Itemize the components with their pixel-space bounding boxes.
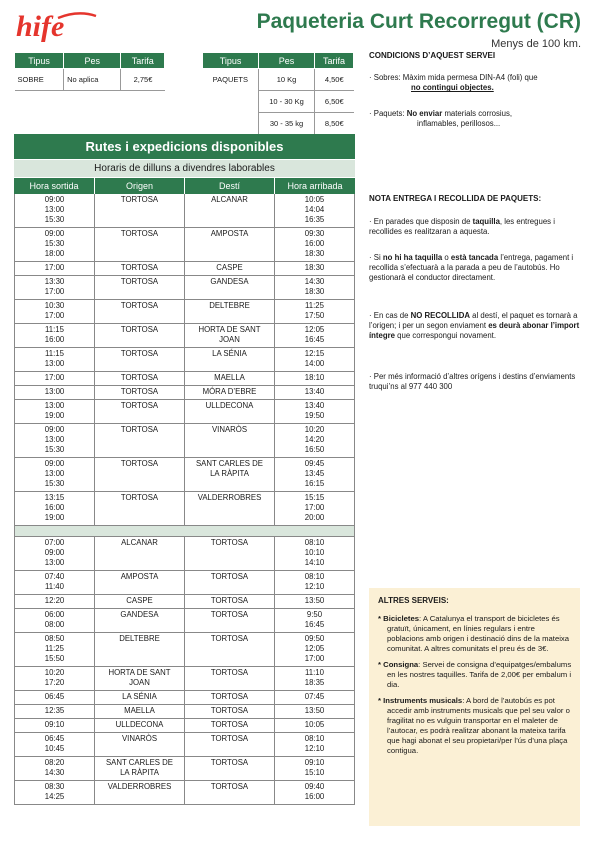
arrival-time: 12:15 14:00 [275,348,355,371]
origin: GANDESA [95,609,185,632]
departure-time: 09:10 [14,719,95,732]
col-header: Origen [95,178,185,195]
departure-time: 07:00 09:00 13:00 [14,537,95,570]
service-text: : A bord de l’autobús es pot accedir amb instruments musicals que pel seu valor o fragilitat no es vulguin transportar en el maleter de l’autocar, es podrà realitzar abonant la mateixa tarifa que hagi abonat el seu propietari/per l’ús d’una plaça contigua. [387,696,570,755]
destination: MAELLA [185,372,275,385]
departure-time: 09:00 13:00 15:30 [14,194,95,227]
page-title: Paqueteria Curt Recorregut (CR) [256,10,581,33]
section-separator [14,526,355,537]
arrival-time: 09:50 12:05 17:00 [275,633,355,666]
origin: TORTOSA [95,324,185,347]
arrival-time: 13:50 [275,705,355,718]
table-row [15,69,165,91]
origin: LA SÉNIA [95,691,185,704]
origin: TORTOSA [95,262,185,275]
condition-text: Sobres: Màxim mida permesa DIN-A4 (foli) que [373,73,538,82]
note-text: al destí, el paquet es tornarà a l’origen; i per un segon enviament [369,311,578,331]
origin: ALCANAR [95,537,185,570]
table-row [14,324,355,348]
col-header: Hora sortida [14,178,95,195]
note-text: Si [373,253,381,262]
table-row [203,69,354,91]
arrival-time: 10:05 14:04 16:35 [275,194,355,227]
table-row [14,609,355,633]
destination: AMPOSTA [185,228,275,261]
departure-time: 11:15 13:00 [14,348,95,371]
destination: HORTA DE SANT JOAN [185,324,275,347]
destination: ULLDECONA [185,400,275,423]
departure-time: 12:20 [14,595,95,608]
table-row [14,276,355,300]
destination: CASPE [185,262,275,275]
table-row [14,492,355,526]
service-label: Bicicletes [383,614,420,623]
arrival-time: 13:50 [275,595,355,608]
origin: TORTOSA [95,194,185,227]
table-row [14,757,355,781]
arrival-time: 12:05 16:45 [275,324,355,347]
destination: TORTOSA [185,537,275,570]
destination: TORTOSA [185,691,275,704]
origin: TORTOSA [95,492,185,525]
delivery-note-3: · En cas de NO RECOLLIDA al destí, el paquet es tornarà a l’origen; i per un segon enviament es deurà abonar l’import íntegre que correspongui novament. [369,311,580,341]
arrival-time: 09:45 13:45 16:15 [275,458,355,491]
origin: TORTOSA [95,386,185,399]
table-row [14,424,355,458]
arrival-time: 15:15 17:00 20:00 [275,492,355,525]
destination: VINARÒS [185,424,275,457]
origin: VINARÒS [95,733,185,756]
note-text: , les entregues i recollides es realitzaran a aquesta. [369,217,555,237]
origin: HORTA DE SANT JOAN [95,667,185,690]
note-emphasis: taquilla [472,217,500,226]
table-row [14,537,355,571]
table-row [14,300,355,324]
departure-time: 10:20 17:20 [14,667,95,690]
departure-time: 17:00 [14,372,95,385]
note-emphasis: es deurà abonar l’import íntegre [369,321,580,341]
arrival-time: 07:45 [275,691,355,704]
destination: TORTOSA [185,571,275,594]
departure-time: 06:45 [14,691,95,704]
arrival-time: 11:10 18:35 [275,667,355,690]
table-row [14,705,355,719]
arrival-time: 10:05 [275,719,355,732]
col-header: Tipus [15,53,64,69]
condition-emphasis: No enviar [406,109,443,118]
departure-time: 13:30 17:00 [14,276,95,299]
note-text: l’entrega, pagament i recollida s’efectuarà a la parada a peu de l’autobús. Ho gestionarà el conductor directament. [369,253,574,283]
destination: GANDESA [185,276,275,299]
arrival-time: 10:20 14:20 16:50 [275,424,355,457]
destination: TORTOSA [185,667,275,690]
service-label: Instruments musicals [383,696,463,705]
col-header: Tarifa [121,53,165,69]
routes-subtitle: Horaris de dilluns a divendres laborables [14,159,355,177]
destination: LA SÉNIA [185,348,275,371]
table-row [14,691,355,705]
table-row [14,633,355,667]
departure-time: 13:00 19:00 [14,400,95,423]
origin: TORTOSA [95,458,185,491]
destination: TORTOSA [185,719,275,732]
table-cell: 10 Kg [259,69,315,91]
table-row [14,262,355,276]
conditions-title: CONDICIONS D’AQUEST SERVEI [369,51,496,60]
service-instruments: * Instruments musicals: A bord de l’autobús es pot accedir amb instruments musicals que pel seu valor o fragilitat no es vulguin transportar en el maleter de l’autocar, es podrà realitzar abonant la mateixa tarifa que hagi abonat el seu propietari/per l’ús d’una plaça contigua. [378,696,570,755]
origin: ULLDECONA [95,719,185,732]
condition-text: Paquets: [373,109,405,118]
departure-time: 07:40 11:40 [14,571,95,594]
col-header: Destí [185,178,275,195]
departure-time: 13:00 [14,386,95,399]
departure-time: 08:20 14:30 [14,757,95,780]
delivery-note-4: · Per més informació d’altres orígens i destins d’enviaments truqui’ns al 977 440 300 [369,372,576,392]
service-text: : A Catalunya el transport de bicicletes és gratuït, únicament, en línies regulars i entre poblacions amb origen i destinació dins de la mateixa comunitat. A altres comunitats el preu és de 3€. [387,614,570,653]
arrival-time: 18:10 [275,372,355,385]
note-emphasis: està tancada [450,253,499,262]
table-row [14,228,355,262]
destination: SANT CARLES DE LA RÀPITA [185,458,275,491]
hife-logo [14,10,98,42]
destination: DELTEBRE [185,300,275,323]
table-row [14,595,355,609]
origin: TORTOSA [95,372,185,385]
arrival-time: 09:40 16:00 [275,781,355,804]
col-header: Pes [64,53,121,69]
origin: TORTOSA [95,300,185,323]
table-row [14,386,355,400]
col-header: Tarifa [315,53,354,69]
destination: TORTOSA [185,733,275,756]
condition-sobres: · Sobres: Màxim mida permesa DIN-A4 (foli) que no contingui objectes. [369,73,581,93]
origin: VALDERROBRES [95,781,185,804]
table-cell: PAQUETS [203,69,259,135]
table-cell: SOBRE [15,69,64,91]
condition-emphasis: no contingui objectes. [411,83,494,93]
arrival-time: 09:30 16:00 18:30 [275,228,355,261]
departure-time: 12:35 [14,705,95,718]
note-emphasis: NO RECOLLIDA [410,311,470,320]
table-row [14,571,355,595]
table-row [14,667,355,691]
origin: SANT CARLES DE LA RÀPITA [95,757,185,780]
svg-text:hife: hife [16,10,65,42]
origin: TORTOSA [95,400,185,423]
delivery-title: NOTA ENTREGA I RECOLLIDA DE PAQUETS: [369,194,542,203]
condition-text: materials corrosius, [444,109,513,118]
table-row [14,733,355,757]
note-text: En cas de [373,311,409,320]
origin: TORTOSA [95,228,185,261]
departure-time: 17:00 [14,262,95,275]
routes-title: Rutes i expedicions disponibles [14,134,355,159]
departure-time: 08:30 14:25 [14,781,95,804]
condition-text: inflamables, perillosos... [417,119,501,129]
routes-column-headers [14,177,355,194]
col-header: Tipus [203,53,259,69]
destination: ALCANAR [185,194,275,227]
departure-time: 09:00 13:00 15:30 [14,424,95,457]
destination: MÓRA D’EBRE [185,386,275,399]
origin: TORTOSA [95,424,185,457]
service-locker: * Consigna: Servei de consigna d’equipatges/embalums en les nostres taquilles. Tarifa de 2,00€ per embalum i dia. [378,660,572,689]
departure-time: 06:00 08:00 [14,609,95,632]
outbound-rows [14,194,355,526]
departure-time: 13:15 16:00 19:00 [14,492,95,525]
table-row [14,348,355,372]
arrival-time: 08:10 12:10 [275,571,355,594]
origin: AMPOSTA [95,571,185,594]
destination: TORTOSA [185,781,275,804]
destination: TORTOSA [185,757,275,780]
delivery-note-2: · Si no hi ha taquilla o està tancada l’entrega, pagament i recollida s’efectuarà a la parada a peu de l’autobús. Ho gestionarà el conductor directament. [369,253,574,283]
other-services-box [369,588,580,826]
other-services-title: ALTRES SERVEIS: [378,596,449,605]
origin: TORTOSA [95,348,185,371]
inbound-rows [14,537,355,805]
arrival-time: 08:10 12:10 [275,733,355,756]
table-row [14,458,355,492]
note-emphasis: no hi ha taquilla [382,253,443,262]
note-text: Per més informació d’altres orígens i destins d’enviaments truqui’ns al 977 440 300 [369,372,576,392]
condition-paquets: · Paquets: No enviar materials corrosius, inflamables, perillosos... [369,109,581,129]
destination: TORTOSA [185,595,275,608]
note-text: o [444,253,449,262]
service-label: Consigna [383,660,419,669]
departure-time: 06:45 10:45 [14,733,95,756]
origin: MAELLA [95,705,185,718]
page-subtitle: Menys de 100 km. [491,38,581,50]
destination: TORTOSA [185,705,275,718]
destination: TORTOSA [185,633,275,666]
col-header: Hora arribada [287,181,343,191]
table-cell: 30 - 35 kg [259,113,315,135]
arrival-time: 9:50 16:45 [275,609,355,632]
table-cell: 2,75€ [121,69,165,91]
table-row [14,719,355,733]
table-cell: 8,50€ [315,113,354,135]
service-bikes: * Bicicletes: A Catalunya el transport de bicicletes és gratuït, únicament, en línies regulars i entre poblacions amb origen i destinació dins de la mateixa comunitat. A altres comunitats el preu és de 3€. [378,614,570,653]
arrival-time: 09:10 15:10 [275,757,355,780]
arrival-time: 14:30 18:30 [275,276,355,299]
col-header: Pes [259,53,315,69]
table-cell: No aplica [64,69,121,91]
origin: TORTOSA [95,276,185,299]
arrival-time: 13:40 [275,386,355,399]
origin: CASPE [95,595,185,608]
departure-time: 10:30 17:00 [14,300,95,323]
arrival-time: 18:30 [275,262,355,275]
service-text: : Servei de consigna d’equipatges/embalums en les nostres taquilles. Tarifa de 2,00€ per embalum i dia. [387,660,572,689]
departure-time: 08:50 11:25 15:50 [14,633,95,666]
routes-table [14,134,355,805]
departure-time: 09:00 13:00 15:30 [14,458,95,491]
table-row [14,372,355,386]
table-cell: 4,50€ [315,69,354,91]
arrival-time: 08:10 10:10 14:10 [275,537,355,570]
arrival-time: 11:25 17:50 [275,300,355,323]
destination: TORTOSA [185,609,275,632]
table-row [14,400,355,424]
note-text: que correspongui novament. [397,331,496,341]
arrival-time: 13:40 19:50 [275,400,355,423]
table-row [14,194,355,228]
departure-time: 09:00 15:30 18:00 [14,228,95,261]
rates-table-paquets [202,52,354,135]
table-cell: 6,50€ [315,91,354,113]
origin: DELTEBRE [95,633,185,666]
destination: VALDERROBRES [185,492,275,525]
note-text: En parades que disposin de [373,217,471,226]
table-row [14,781,355,805]
rates-table-sobre [14,52,165,91]
delivery-note-1: · En parades que disposin de taquilla, les entregues i recollides es realitzaran a aquesta. [369,217,555,237]
table-cell: 10 - 30 Kg [259,91,315,113]
departure-time: 11:15 16:00 [14,324,95,347]
